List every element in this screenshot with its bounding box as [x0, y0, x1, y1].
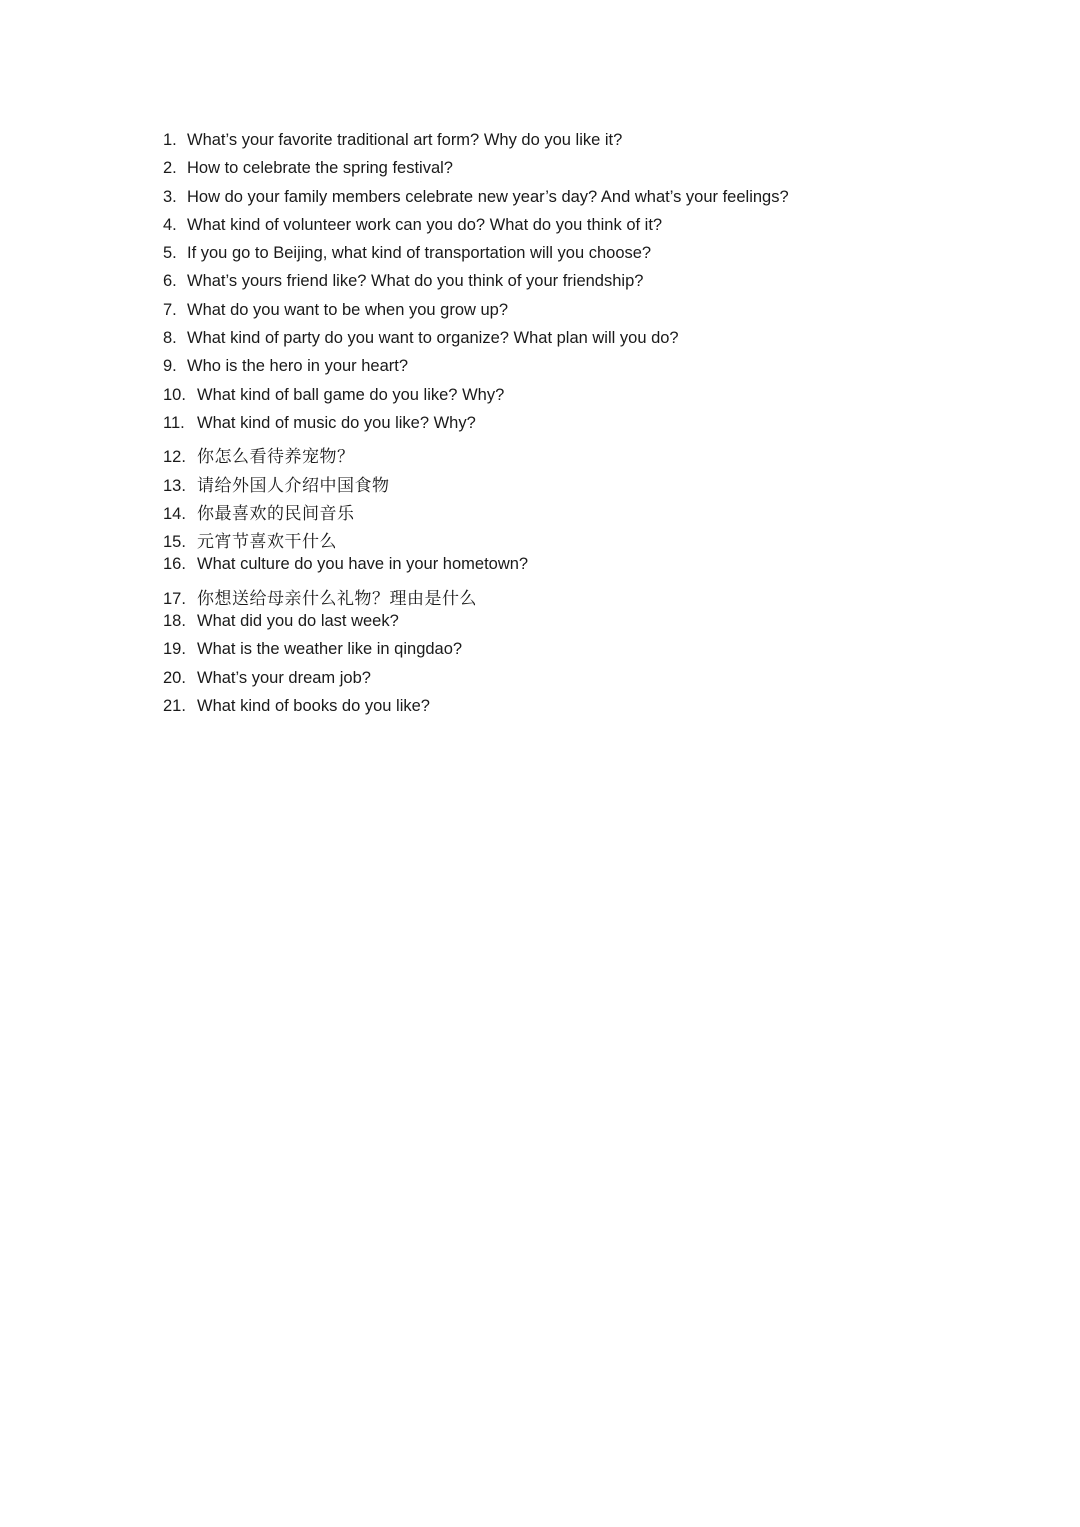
item-text: What kind of party do you want to organize? What plan will you do? [187, 329, 679, 348]
item-number: 7. [163, 300, 177, 319]
item-text: What culture do you have in your hometown? [197, 555, 529, 574]
item-number: 17. [163, 589, 186, 608]
item-text: What kind of volunteer work can you do? What do you think of it? [187, 215, 663, 234]
item-text: What’s yours friend like? What do you think of your friendship? [187, 272, 644, 291]
list-item [163, 357, 1043, 385]
item-text: What kind of ball game do you like? Why? [197, 385, 505, 404]
item-number: 4. [163, 215, 177, 234]
item-number: 9. [163, 357, 177, 376]
list-item [163, 386, 1043, 414]
list-item [163, 244, 1043, 272]
item-text: If you go to Beijing, what kind of transportation will you choose? [187, 244, 652, 263]
item-number: 21. [163, 696, 186, 715]
list-item [163, 414, 1043, 442]
list-item [163, 697, 1043, 725]
item-number: 20. [163, 668, 186, 687]
item-number: 3. [163, 187, 177, 206]
list-item [163, 669, 1043, 697]
item-text: 请给外国人介绍中国食物 [197, 475, 390, 496]
list-item [163, 159, 1043, 187]
list-item [163, 442, 1043, 470]
item-number: 19. [163, 640, 186, 659]
item-text: 你想送给母亲什么礼物？理由是什么 [197, 588, 477, 609]
list-item [163, 216, 1043, 244]
item-number: 18. [163, 612, 186, 631]
list-item [163, 301, 1043, 329]
item-number: 15. [163, 533, 186, 552]
list-item [163, 527, 1043, 555]
item-text: What kind of books do you like? [197, 696, 430, 715]
item-number: 16. [163, 555, 186, 574]
item-text: 你最喜欢的民间音乐 [197, 503, 355, 524]
item-number: 11. [163, 413, 185, 432]
item-text: How do your family members celebrate new year’s day? And what’s your feelings? [187, 187, 789, 206]
list-item [163, 640, 1043, 668]
item-number: 2. [163, 159, 177, 178]
list-item [163, 188, 1043, 216]
item-text: What kind of music do you like? Why? [197, 413, 476, 432]
item-text: What did you do last week? [197, 612, 399, 631]
item-number: 14. [163, 504, 186, 523]
item-text: What’s your favorite traditional art form? Why do you like it? [187, 131, 623, 149]
item-number: 12. [163, 448, 186, 467]
item-text: 你怎么看待养宠物？ [197, 447, 355, 468]
item-text: Who is the hero in your heart? [187, 357, 409, 376]
item-number: 6. [163, 272, 177, 291]
item-text: What do you want to be when you grow up? [187, 300, 509, 319]
question-list [163, 131, 1043, 725]
item-number: 8. [163, 329, 177, 348]
list-item [163, 471, 1043, 499]
item-number: 1. [163, 131, 177, 149]
item-number: 10. [163, 385, 186, 404]
list-item [163, 131, 1043, 159]
list-item [163, 329, 1043, 357]
item-text: What is the weather like in qingdao? [197, 640, 463, 659]
item-text: 元宵节喜欢干什么 [197, 532, 337, 553]
list-item [163, 499, 1043, 527]
list-item [163, 555, 1043, 583]
list-item [163, 272, 1043, 300]
item-number: 5. [163, 244, 177, 263]
list-item [163, 612, 1043, 640]
item-number: 13. [163, 476, 186, 495]
item-text: How to celebrate the spring festival? [187, 159, 453, 178]
item-text: What’s your dream job? [197, 668, 371, 687]
list-item [163, 584, 1043, 612]
